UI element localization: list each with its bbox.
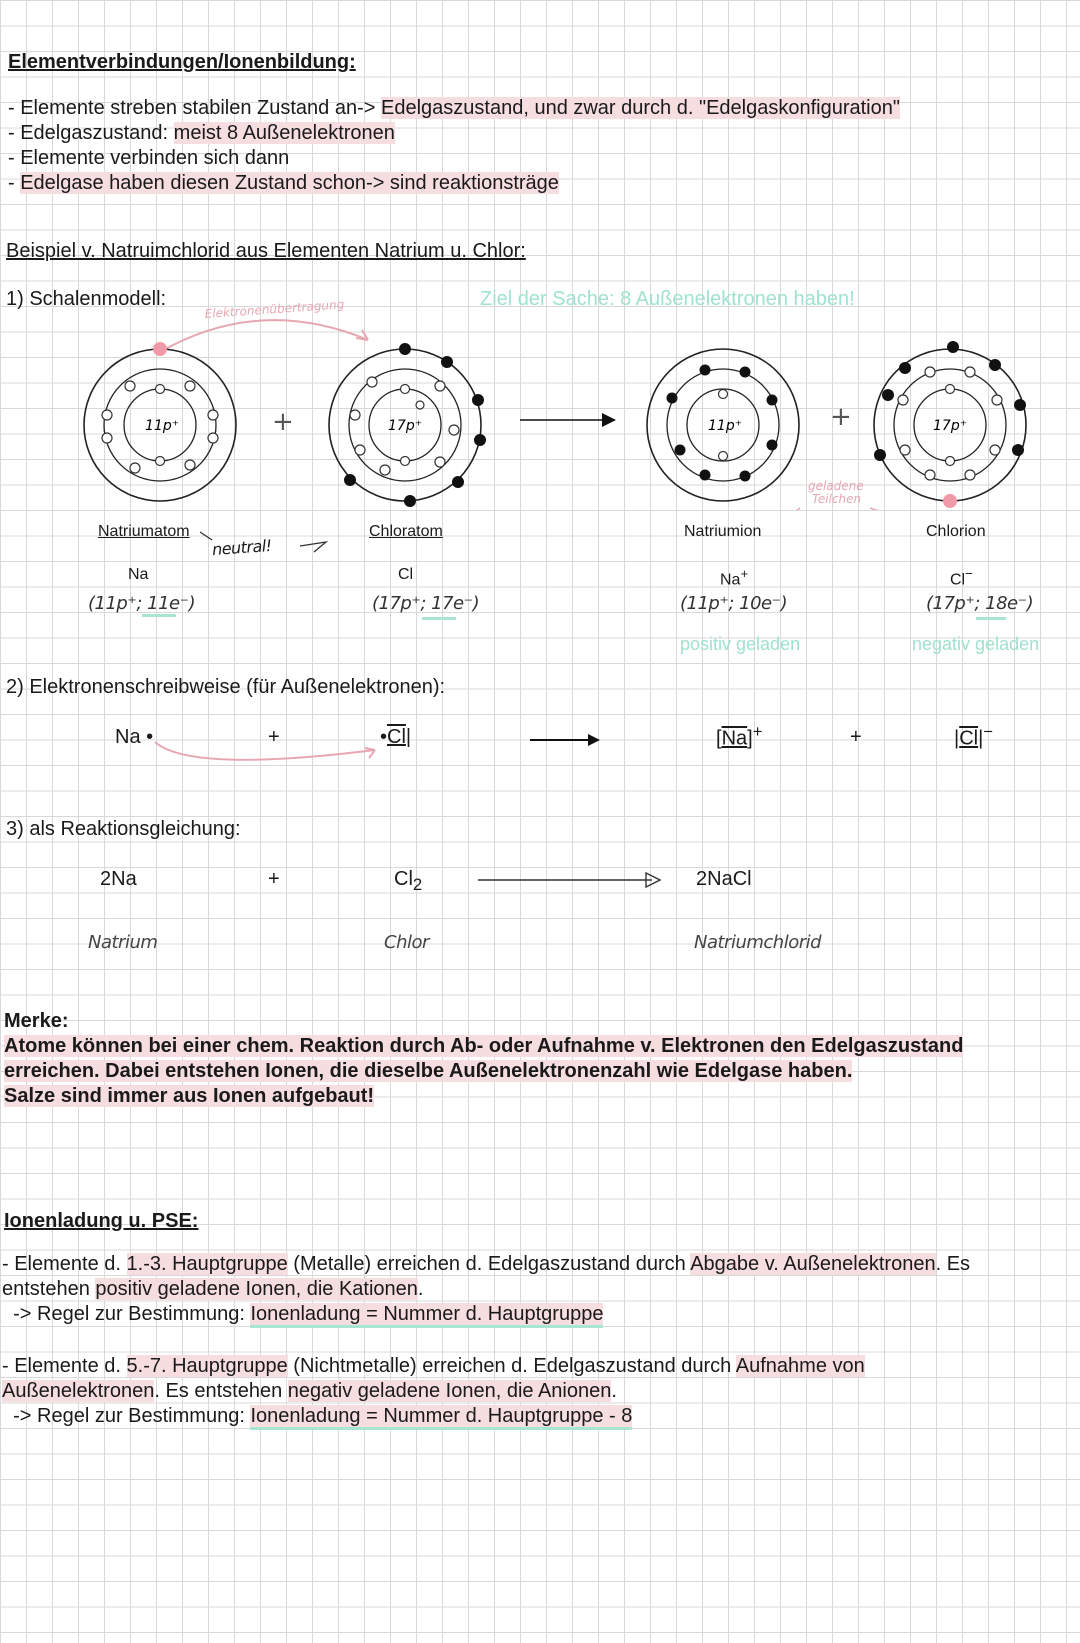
- equation-reactant-2-sub: 2: [412, 875, 423, 894]
- p2-a: - Elemente d.: [2, 1355, 127, 1377]
- merke-line-2: [4, 1060, 852, 1083]
- chlorine-ion-symbol-text: Cl: [950, 571, 966, 589]
- chlorine-ion-composition: (17p⁺; 18e⁻): [926, 593, 1034, 614]
- section-heading-ionenbildung: Elementverbindungen/Ionenbildung:: [8, 51, 356, 73]
- equation-arrow: [476, 870, 666, 890]
- rule1-hl: Ionenladung = Nummer d. Hauptgruppe: [250, 1303, 603, 1328]
- p1-b: (Metalle) erreichen d. Edelgaszustand durch: [287, 1253, 691, 1275]
- bullet-1: [8, 97, 900, 120]
- lewis-transfer-arrow: [150, 738, 390, 778]
- charged-note-arrow-right: [870, 508, 910, 510]
- lewis-plus-1: +: [268, 726, 280, 748]
- section-heading-ionenladung: Ionenladung u. PSE:: [4, 1210, 199, 1232]
- lewis-sodium-atom: Na •: [115, 726, 154, 748]
- pse-rule-1: [2, 1303, 603, 1326]
- bullet-2-highlight: meist 8 Außenelektronen: [173, 122, 395, 144]
- lewis-chlorine-atom-text: Cl: [387, 726, 406, 748]
- equation-reactant-1: 2Na: [100, 868, 137, 890]
- chlorine-atom-label: Chloratom: [369, 523, 443, 540]
- rule1-a: -> Regel zur Bestimmung:: [2, 1303, 251, 1325]
- step2-heading: 2) Elektronenschreibweise (für Außenelektronen):: [6, 676, 446, 698]
- step3-heading: 3) als Reaktionsgleichung:: [6, 818, 241, 840]
- lewis-sodium-ion: [Na]+: [716, 722, 763, 750]
- pse-paragraph-1-line-1: [2, 1253, 970, 1276]
- example-heading: Beispiel v. Natruimchlorid aus Elementen Natrium u. Chlor:: [6, 240, 526, 262]
- equation-name-sodium: Natrium: [88, 932, 158, 953]
- pse-paragraph-2-line-1: [2, 1355, 865, 1378]
- equation-plus: +: [268, 868, 280, 890]
- charged-note-line1: geladene: [808, 479, 864, 493]
- neutral-note: neutral!: [211, 535, 273, 560]
- reaction-arrowhead: [602, 413, 616, 427]
- bullet-4: [8, 172, 559, 195]
- step1-heading: 1) Schalenmodell:: [6, 288, 167, 310]
- lewis-reaction-arrow: [528, 730, 608, 750]
- merke-line-2-text: erreichen. Dabei entstehen Ionen, die dieselbe Außenelektronenzahl wie Edelgase haben.: [4, 1060, 853, 1082]
- charged-note-arrow-left: [785, 508, 800, 510]
- shell-model-diagram: [0, 290, 1080, 510]
- sodium-ion-label: Natriumion: [684, 523, 762, 540]
- merke-title: Merke:: [4, 1010, 69, 1032]
- p2-hl2: Aufnahme von: [735, 1355, 865, 1377]
- transfer-arrow: [160, 320, 368, 352]
- chlorine-atom-composition: (17p⁺; 17e⁻): [372, 593, 480, 614]
- pse-paragraph-2-line-2: [2, 1380, 617, 1403]
- rule2-hl: Ionenladung = Nummer d. Hauptgruppe - 8: [250, 1405, 632, 1430]
- p2-line2-b: . Es entstehen: [154, 1380, 288, 1402]
- p1-a: - Elemente d.: [2, 1253, 127, 1275]
- bullet-4-text: -: [8, 172, 21, 194]
- transfer-note: Elektronenübertragung: [204, 297, 345, 321]
- sodium-ion-charge: +: [740, 566, 749, 581]
- p2-line2-hl: Außenelektronen: [2, 1380, 155, 1402]
- pse-rule-2: [2, 1405, 632, 1428]
- p2-hl1: 5.-7. Hauptgruppe: [126, 1355, 288, 1377]
- plus-sign-atoms: +: [272, 407, 294, 437]
- p2-line2-hl2: negativ geladene Ionen, die Anionen: [287, 1380, 612, 1402]
- chlorine-atom-model: [329, 343, 486, 507]
- bullet-1-rest: , und zwar durch d. "Edelgaskonfiguration": [523, 97, 900, 119]
- p1-line2-b: .: [417, 1278, 424, 1300]
- p1-hl1: 1.-3. Hauptgruppe: [126, 1253, 288, 1275]
- sodium-atom-underline: [142, 614, 176, 617]
- sodium-ion-symbol-text: Na: [720, 571, 741, 589]
- sodium-ion-composition: (11p⁺; 10e⁻): [680, 593, 788, 614]
- bullet-4-highlight: Edelgase haben diesen Zustand schon-> sind reaktionsträge: [20, 172, 559, 194]
- chlorine-ion-symbol: [950, 566, 973, 589]
- p1-line2-hl: positiv geladene Ionen, die Kationen: [95, 1278, 418, 1300]
- sodium-atom-model: [84, 342, 236, 501]
- lewis-sodium-atom-text: Na: [115, 726, 141, 748]
- sodium-atom-symbol: Na: [128, 566, 149, 583]
- pse-paragraph-1-line-2: [2, 1278, 423, 1301]
- goal-note: Ziel der Sache: 8 Außenelektronen haben!: [480, 288, 855, 310]
- merke-line-3-text: Salze sind immer aus Ionen aufgebaut!: [4, 1085, 375, 1107]
- sodium-ion-model: [647, 349, 799, 501]
- lewis-chloride-ion-text: Cl: [959, 727, 979, 750]
- chlorine-ion-nucleus: 17p⁺: [933, 418, 968, 434]
- plus-sign-ions: +: [830, 402, 852, 432]
- lewis-chlorine-atom: •Cl|: [380, 726, 412, 748]
- neutral-note-arrows: [200, 530, 340, 560]
- sodium-ion-symbol: [720, 566, 748, 589]
- sodium-atom-label: Natriumatom: [98, 523, 190, 540]
- merke-line-1-text: Atome können bei einer chem. Reaktion durch Ab- oder Aufnahme v. Elektronen den Edelgaszustand: [4, 1035, 964, 1057]
- bullet-3-text: - Elemente verbinden sich dann: [8, 147, 290, 169]
- lewis-sodium-ion-text: Na: [721, 727, 748, 750]
- equation-product: 2NaCl: [696, 868, 752, 890]
- p1-c: . Es: [935, 1253, 971, 1275]
- p1-hl2: Abgabe v. Außenelektronen: [690, 1253, 936, 1275]
- merke-line-3: [4, 1085, 374, 1108]
- p1-line2-a: entstehen: [2, 1278, 96, 1300]
- chlorine-ion-label: Chlorion: [926, 523, 986, 540]
- bullet-1-text: - Elemente streben stabilen Zustand an->: [8, 97, 381, 119]
- chlorine-ion-note: negativ geladen: [912, 634, 1040, 654]
- chlorine-ion-model: [874, 341, 1026, 508]
- equation-reactant-2: [394, 868, 422, 895]
- p2-b: (Nichtmetalle) erreichen d. Edelgaszustand durch: [287, 1355, 736, 1377]
- bullet-1-highlight: Edelgaszustand: [381, 97, 524, 119]
- equation-name-sodium-chloride: Natriumchlorid: [694, 932, 822, 953]
- equation-reactant-2-text: Cl: [394, 868, 413, 890]
- bullet-2: [8, 122, 395, 145]
- lewis-plus-2: +: [850, 726, 862, 748]
- equation-name-chlorine: Chlor: [384, 932, 429, 953]
- chlorine-ion-underline: [976, 617, 1006, 620]
- sodium-nucleus: 11p⁺: [145, 418, 180, 434]
- charged-note-line2: Teilchen: [812, 492, 862, 506]
- chlorine-atom-underline: [422, 617, 456, 620]
- bullet-2-text: - Edelgaszustand:: [8, 122, 174, 144]
- sodium-ion-note: positiv geladen: [680, 634, 801, 654]
- rule2-a: -> Regel zur Bestimmung:: [2, 1405, 251, 1427]
- lewis-chloride-ion: |Cl|−: [954, 722, 994, 750]
- p2-line2-c: .: [611, 1380, 617, 1402]
- bullet-3: [8, 147, 289, 170]
- chlorine-atom-symbol: Cl: [398, 566, 414, 583]
- chlorine-ion-charge: −: [965, 566, 973, 581]
- merke-line-1: [4, 1035, 963, 1058]
- chlorine-nucleus: 17p⁺: [388, 418, 423, 434]
- sodium-ion-nucleus: 11p⁺: [708, 418, 743, 434]
- sodium-atom-composition: (11p⁺; 11e⁻): [88, 593, 196, 614]
